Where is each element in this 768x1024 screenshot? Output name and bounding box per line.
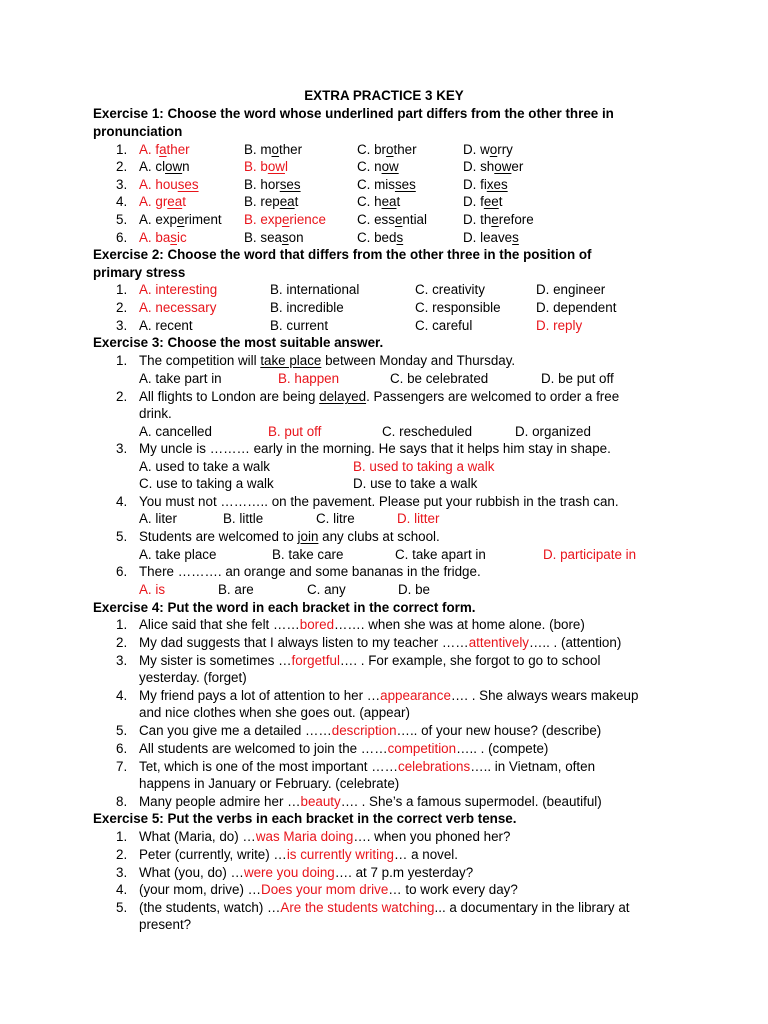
exercise-1-heading: Exercise 1: Choose the word whose underlined part differs from the other three in xyxy=(93,106,614,121)
ex3-q2-question: All flights to London are being delayed. Passengers are welcomed to order a free xyxy=(139,389,620,404)
ex2-item-2-option-b: B. incredible xyxy=(270,300,344,315)
ex1-item-2-option-b: B. bowl xyxy=(244,159,288,174)
ex1-item-3-option-d: D. fixes xyxy=(463,177,508,192)
ex3-q5-option-b: B. take care xyxy=(272,547,344,562)
ex4-item-7-cont: happens in January or February. (celebrate) xyxy=(139,776,400,791)
ex3-q4-question: You must not ……….. on the pavement. Please put your rubbish in the trash can. xyxy=(139,494,619,509)
ex1-item-6-option-b: B. season xyxy=(244,230,304,245)
ex5-item-5-answer: Are the students watching xyxy=(280,900,435,915)
ex3-q5-option-c: C. take apart in xyxy=(395,547,486,562)
exercise-2-heading: Exercise 2: Choose the word that differs from the other three in the position of xyxy=(93,247,592,262)
ex2-item-number: 3. xyxy=(116,318,128,333)
ex3-q1-option-d: D. be put off xyxy=(541,371,614,386)
ex4-item-7-answer: celebrations xyxy=(398,759,471,774)
ex4-item-2-answer: attentively xyxy=(468,635,529,650)
ex3-q3-option-d: D. use to take a walk xyxy=(353,476,478,491)
ex5-item-number: 1. xyxy=(116,829,128,844)
ex2-item-3-option-c: C. careful xyxy=(415,318,473,333)
ex5-item-5: (the students, watch) …Are the students watching... a documentary in the library at xyxy=(139,900,630,915)
ex2-item-2-option-d: D. dependent xyxy=(536,300,617,315)
ex5-item-number: 2. xyxy=(116,847,128,862)
ex5-item-3: What (you, do) …were you doing…. at 7 p.m yesterday? xyxy=(139,865,474,880)
ex5-item-number: 5. xyxy=(116,900,128,915)
ex3-q2-option-b: B. put off xyxy=(268,424,322,439)
ex3-q3-option-b: B. used to taking a walk xyxy=(353,459,495,474)
ex5-item-4: (your mom, drive) …Does your mom drive… to work every day? xyxy=(139,882,518,897)
ex1-item-2-option-c: C. now xyxy=(357,159,399,174)
ex3-q5-number: 5. xyxy=(116,529,128,544)
ex5-item-2-answer: is currently writing xyxy=(286,847,394,862)
ex4-item-number: 2. xyxy=(116,635,128,650)
ex1-item-1-option-a: A. father xyxy=(139,142,190,157)
ex4-item-number: 4. xyxy=(116,688,128,703)
ex3-q3-question: My uncle is ……… early in the morning. He says that it helps him stay in shape. xyxy=(139,441,611,456)
ex4-item-7: Tet, which is one of the most important ……celebrations….. in Vietnam, often xyxy=(139,759,596,774)
ex2-item-3-option-a: A. recent xyxy=(139,318,193,333)
ex2-item-1-option-c: C. creativity xyxy=(415,282,485,297)
ex3-q4-option-d: D. litter xyxy=(397,511,440,526)
ex3-q1-option-b: B. happen xyxy=(278,371,340,386)
ex3-q5-option-a: A. take place xyxy=(139,547,217,562)
ex2-item-1-option-a: A. interesting xyxy=(139,282,218,297)
ex3-q2-number: 2. xyxy=(116,389,128,404)
ex5-item-5-cont: present? xyxy=(139,917,192,932)
exercise-5-heading: Exercise 5: Put the verbs in each bracket in the correct verb tense. xyxy=(93,811,517,826)
ex3-q3-option-a: A. used to take a walk xyxy=(139,459,271,474)
ex3-q4-option-c: C. litre xyxy=(316,511,355,526)
ex3-q6-option-a: A. is xyxy=(139,582,166,597)
ex4-item-3: My sister is sometimes …forgetful…. . For example, she forgot to go to school xyxy=(139,653,601,668)
ex3-q4-option-b: B. little xyxy=(223,511,264,526)
ex3-q6-option-c: C. any xyxy=(307,582,346,597)
ex2-item-3-option-b: B. current xyxy=(270,318,329,333)
ex1-item-2-option-d: D. shower xyxy=(463,159,524,174)
ex1-item-6-option-d: D. leaves xyxy=(463,230,519,245)
ex1-item-number: 4. xyxy=(116,194,128,209)
exercise-4-heading: Exercise 4: Put the word in each bracket in the correct form. xyxy=(93,600,476,615)
ex1-item-1-option-d: D. worry xyxy=(463,142,513,157)
ex3-q6-question: There ………. an orange and some bananas in the fridge. xyxy=(139,564,481,579)
ex1-item-4-option-b: B. repeat xyxy=(244,194,299,209)
ex2-item-1-option-d: D. engineer xyxy=(536,282,606,297)
ex1-item-4-option-d: D. feet xyxy=(463,194,503,209)
ex2-item-2-option-c: C. responsible xyxy=(415,300,501,315)
page-title: EXTRA PRACTICE 3 KEY xyxy=(304,88,464,103)
ex1-item-5-option-b: B. experience xyxy=(244,212,326,227)
ex1-item-3-option-c: C. misses xyxy=(357,177,416,192)
ex3-q1-option-c: C. be celebrated xyxy=(390,371,489,386)
ex1-item-number: 1. xyxy=(116,142,128,157)
ex1-item-6-option-c: C. beds xyxy=(357,230,404,245)
ex1-item-4-option-a: A. great xyxy=(139,194,186,209)
ex2-item-2-option-a: A. necessary xyxy=(139,300,217,315)
ex1-item-6-option-a: A. basic xyxy=(139,230,187,245)
ex4-item-1-answer: bored xyxy=(299,617,335,632)
ex2-item-3-option-d: D. reply xyxy=(536,318,583,333)
ex3-q6-option-b: B. are xyxy=(218,582,254,597)
exercise-2-heading-cont: primary stress xyxy=(93,265,186,280)
ex4-item-1: Alice said that she felt ……bored……. when she was at home alone. (bore) xyxy=(139,617,585,632)
ex1-item-number: 5. xyxy=(116,212,128,227)
exercise-3-heading: Exercise 3: Choose the most suitable answer. xyxy=(93,335,384,350)
ex3-q3-option-c: C. use to taking a walk xyxy=(139,476,274,491)
ex4-item-6-answer: competition xyxy=(387,741,457,756)
ex4-item-5-answer: description xyxy=(331,723,397,738)
ex3-q4-number: 4. xyxy=(116,494,128,509)
ex5-item-2: Peter (currently, write) …is currently writing… a novel. xyxy=(139,847,458,862)
ex4-item-4-cont: and nice clothes when she goes out. (appear) xyxy=(139,705,410,720)
ex4-item-4: My friend pays a lot of attention to her …appearance…. . She always wears makeup xyxy=(139,688,639,703)
ex1-item-number: 3. xyxy=(116,177,128,192)
ex1-item-1-option-b: B. mother xyxy=(244,142,303,157)
ex5-item-4-answer: Does your mom drive xyxy=(261,882,389,897)
ex3-q5-option-d: D. participate in xyxy=(543,547,637,562)
ex3-q2-option-c: C. rescheduled xyxy=(382,424,473,439)
ex3-q2-option-a: A. cancelled xyxy=(139,424,212,439)
ex4-item-number: 8. xyxy=(116,794,128,809)
ex4-item-8: Many people admire her …beauty…. . She’s a famous supermodel. (beautiful) xyxy=(139,794,602,809)
ex4-item-8-answer: beauty xyxy=(300,794,341,809)
ex3-q2-option-d: D. organized xyxy=(515,424,591,439)
ex2-item-number: 2. xyxy=(116,300,128,315)
ex3-q4-option-a: A. liter xyxy=(139,511,177,526)
ex1-item-4-option-c: C. heat xyxy=(357,194,401,209)
ex4-item-3-answer: forgetful xyxy=(291,653,340,668)
ex3-q1-number: 1. xyxy=(116,353,128,368)
ex3-q2-question-cont: drink. xyxy=(139,406,172,421)
ex1-item-2-option-a: A. clown xyxy=(139,159,190,174)
ex4-item-number: 1. xyxy=(116,617,128,632)
ex3-q3-number: 3. xyxy=(116,441,128,456)
ex3-q1-option-a: A. take part in xyxy=(139,371,222,386)
ex3-q6-option-d: D. be xyxy=(398,582,431,597)
ex2-item-number: 1. xyxy=(116,282,128,297)
ex3-q1-question: The competition will take place between Monday and Thursday. xyxy=(139,353,516,368)
ex1-item-3-option-a: A. houses xyxy=(139,177,199,192)
ex2-item-1-option-b: B. international xyxy=(270,282,360,297)
exercise-1-heading-cont: pronunciation xyxy=(93,124,183,139)
ex5-item-1: What (Maria, do) …was Maria doing…. when you phoned her? xyxy=(139,829,511,844)
ex5-item-number: 3. xyxy=(116,865,128,880)
ex4-item-3-cont: yesterday. (forget) xyxy=(139,670,247,685)
ex3-q5-question: Students are welcomed to join any clubs at school. xyxy=(139,529,440,544)
ex3-q6-number: 6. xyxy=(116,564,128,579)
ex1-item-number: 2. xyxy=(116,159,128,174)
ex4-item-5: Can you give me a detailed ……description….. of your new house? (describe) xyxy=(139,723,602,738)
ex4-item-number: 3. xyxy=(116,653,128,668)
ex4-item-6: All students are welcomed to join the ……competition….. . (compete) xyxy=(139,741,549,756)
ex1-item-5-option-c: C. essential xyxy=(357,212,427,227)
ex1-item-number: 6. xyxy=(116,230,128,245)
ex5-item-number: 4. xyxy=(116,882,128,897)
ex1-item-1-option-c: C. brother xyxy=(357,142,417,157)
ex1-item-3-option-b: B. horses xyxy=(244,177,301,192)
ex4-item-number: 5. xyxy=(116,723,128,738)
ex4-item-2: My dad suggests that I always listen to my teacher ……attentively….. . (attention) xyxy=(139,635,622,650)
ex5-item-3-answer: were you doing xyxy=(243,865,335,880)
ex1-item-5-option-d: D. therefore xyxy=(463,212,534,227)
ex4-item-number: 7. xyxy=(116,759,128,774)
ex5-item-1-answer: was Maria doing xyxy=(255,829,354,844)
ex4-item-number: 6. xyxy=(116,741,128,756)
ex1-item-5-option-a: A. experiment xyxy=(139,212,222,227)
ex4-item-4-answer: appearance xyxy=(380,688,451,703)
